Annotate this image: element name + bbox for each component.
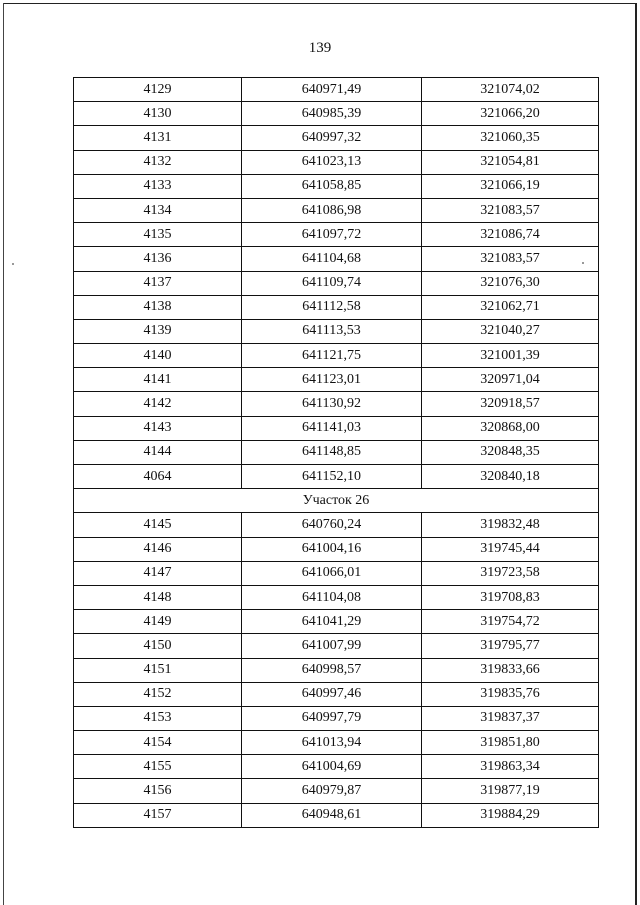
table-row	[74, 731, 599, 755]
y-coordinate-cell: 321001,39	[422, 344, 599, 368]
table-row	[74, 803, 599, 827]
x-coordinate-cell: 640997,32	[242, 126, 422, 150]
table-row	[74, 271, 599, 295]
section-row	[74, 489, 599, 513]
table-row	[74, 465, 599, 489]
scan-speck	[12, 263, 14, 265]
y-coordinate-cell: 319877,19	[422, 779, 599, 803]
x-coordinate-cell: 641148,85	[242, 440, 422, 464]
point-number-cell: 4152	[74, 682, 242, 706]
table-row	[74, 513, 599, 537]
y-coordinate-cell: 319837,37	[422, 706, 599, 730]
table-row	[74, 174, 599, 198]
x-coordinate-cell: 640998,57	[242, 658, 422, 682]
y-coordinate-cell: 320848,35	[422, 440, 599, 464]
page-number: 139	[308, 40, 332, 56]
y-coordinate-cell: 319851,80	[422, 731, 599, 755]
point-number-cell: 4145	[74, 513, 242, 537]
scan-speck	[582, 262, 584, 264]
y-coordinate-cell: 319754,72	[422, 610, 599, 634]
table-row	[74, 706, 599, 730]
x-coordinate-cell: 641113,53	[242, 319, 422, 343]
x-coordinate-cell: 641023,13	[242, 150, 422, 174]
table-row	[74, 344, 599, 368]
point-number-cell: 4133	[74, 174, 242, 198]
y-coordinate-cell: 321066,19	[422, 174, 599, 198]
point-number-cell: 4149	[74, 610, 242, 634]
table-row	[74, 223, 599, 247]
x-coordinate-cell: 641058,85	[242, 174, 422, 198]
x-coordinate-cell: 641004,16	[242, 537, 422, 561]
y-coordinate-cell: 319863,34	[422, 755, 599, 779]
x-coordinate-cell: 641104,68	[242, 247, 422, 271]
y-coordinate-cell: 319745,44	[422, 537, 599, 561]
table-row	[74, 319, 599, 343]
table-row	[74, 585, 599, 609]
table-row	[74, 682, 599, 706]
table-row	[74, 150, 599, 174]
y-coordinate-cell: 319708,83	[422, 585, 599, 609]
y-coordinate-cell: 321062,71	[422, 295, 599, 319]
point-number-cell: 4142	[74, 392, 242, 416]
x-coordinate-cell: 641152,10	[242, 465, 422, 489]
y-coordinate-cell: 321083,57	[422, 247, 599, 271]
y-coordinate-cell: 321083,57	[422, 198, 599, 222]
point-number-cell: 4153	[74, 706, 242, 730]
point-number-cell: 4134	[74, 198, 242, 222]
x-coordinate-cell: 640985,39	[242, 102, 422, 126]
y-coordinate-cell: 321076,30	[422, 271, 599, 295]
y-coordinate-cell: 321040,27	[422, 319, 599, 343]
x-coordinate-cell: 641041,29	[242, 610, 422, 634]
table-row	[74, 634, 599, 658]
y-coordinate-cell: 321086,74	[422, 223, 599, 247]
y-coordinate-cell: 319795,77	[422, 634, 599, 658]
table-row	[74, 198, 599, 222]
x-coordinate-cell: 641013,94	[242, 731, 422, 755]
point-number-cell: 4156	[74, 779, 242, 803]
y-coordinate-cell: 320918,57	[422, 392, 599, 416]
point-number-cell: 4155	[74, 755, 242, 779]
table-row	[74, 102, 599, 126]
y-coordinate-cell: 319833,66	[422, 658, 599, 682]
point-number-cell: 4130	[74, 102, 242, 126]
point-number-cell: 4151	[74, 658, 242, 682]
x-coordinate-cell: 640971,49	[242, 78, 422, 102]
point-number-cell: 4135	[74, 223, 242, 247]
x-coordinate-cell: 640979,87	[242, 779, 422, 803]
point-number-cell: 4144	[74, 440, 242, 464]
point-number-cell: 4136	[74, 247, 242, 271]
point-number-cell: 4140	[74, 344, 242, 368]
point-number-cell: 4141	[74, 368, 242, 392]
table-row	[74, 610, 599, 634]
table-section	[74, 489, 599, 513]
y-coordinate-cell: 321060,35	[422, 126, 599, 150]
scan-edge-left	[3, 3, 4, 905]
table-row	[74, 537, 599, 561]
x-coordinate-cell: 641086,98	[242, 198, 422, 222]
point-number-cell: 4157	[74, 803, 242, 827]
y-coordinate-cell: 320840,18	[422, 465, 599, 489]
x-coordinate-cell: 640760,24	[242, 513, 422, 537]
x-coordinate-cell: 641066,01	[242, 561, 422, 585]
point-number-cell: 4154	[74, 731, 242, 755]
x-coordinate-cell: 641007,99	[242, 634, 422, 658]
point-number-cell: 4138	[74, 295, 242, 319]
table-body-part2	[74, 513, 599, 827]
y-coordinate-cell: 319884,29	[422, 803, 599, 827]
table-row	[74, 755, 599, 779]
x-coordinate-cell: 640948,61	[242, 803, 422, 827]
x-coordinate-cell: 641123,01	[242, 368, 422, 392]
x-coordinate-cell: 641130,92	[242, 392, 422, 416]
point-number-cell: 4064	[74, 465, 242, 489]
y-coordinate-cell: 321054,81	[422, 150, 599, 174]
table-row	[74, 392, 599, 416]
x-coordinate-cell: 641004,69	[242, 755, 422, 779]
y-coordinate-cell: 319835,76	[422, 682, 599, 706]
point-number-cell: 4148	[74, 585, 242, 609]
table-row	[74, 416, 599, 440]
y-coordinate-cell: 319723,58	[422, 561, 599, 585]
table-row	[74, 126, 599, 150]
section-title: Участок 26	[74, 489, 599, 513]
x-coordinate-cell: 641109,74	[242, 271, 422, 295]
point-number-cell: 4137	[74, 271, 242, 295]
x-coordinate-cell: 641141,03	[242, 416, 422, 440]
point-number-cell: 4147	[74, 561, 242, 585]
x-coordinate-cell: 641121,75	[242, 344, 422, 368]
y-coordinate-cell: 320971,04	[422, 368, 599, 392]
y-coordinate-cell: 321074,02	[422, 78, 599, 102]
table-row	[74, 368, 599, 392]
table-row	[74, 440, 599, 464]
y-coordinate-cell: 319832,48	[422, 513, 599, 537]
x-coordinate-cell: 641112,58	[242, 295, 422, 319]
x-coordinate-cell: 640997,46	[242, 682, 422, 706]
point-number-cell: 4146	[74, 537, 242, 561]
point-number-cell: 4150	[74, 634, 242, 658]
point-number-cell: 4132	[74, 150, 242, 174]
x-coordinate-cell: 641097,72	[242, 223, 422, 247]
table-body-part1	[74, 78, 599, 489]
scan-edge-top	[4, 3, 636, 4]
table-row	[74, 295, 599, 319]
table-row	[74, 658, 599, 682]
x-coordinate-cell: 641104,08	[242, 585, 422, 609]
point-number-cell: 4129	[74, 78, 242, 102]
table-row	[74, 779, 599, 803]
point-number-cell: 4139	[74, 319, 242, 343]
point-number-cell: 4143	[74, 416, 242, 440]
y-coordinate-cell: 320868,00	[422, 416, 599, 440]
table-row	[74, 561, 599, 585]
point-number-cell: 4131	[74, 126, 242, 150]
table-row	[74, 78, 599, 102]
scan-edge-right	[635, 3, 637, 905]
y-coordinate-cell: 321066,20	[422, 102, 599, 126]
table-row	[74, 247, 599, 271]
x-coordinate-cell: 640997,79	[242, 706, 422, 730]
coordinates-table	[73, 77, 599, 828]
